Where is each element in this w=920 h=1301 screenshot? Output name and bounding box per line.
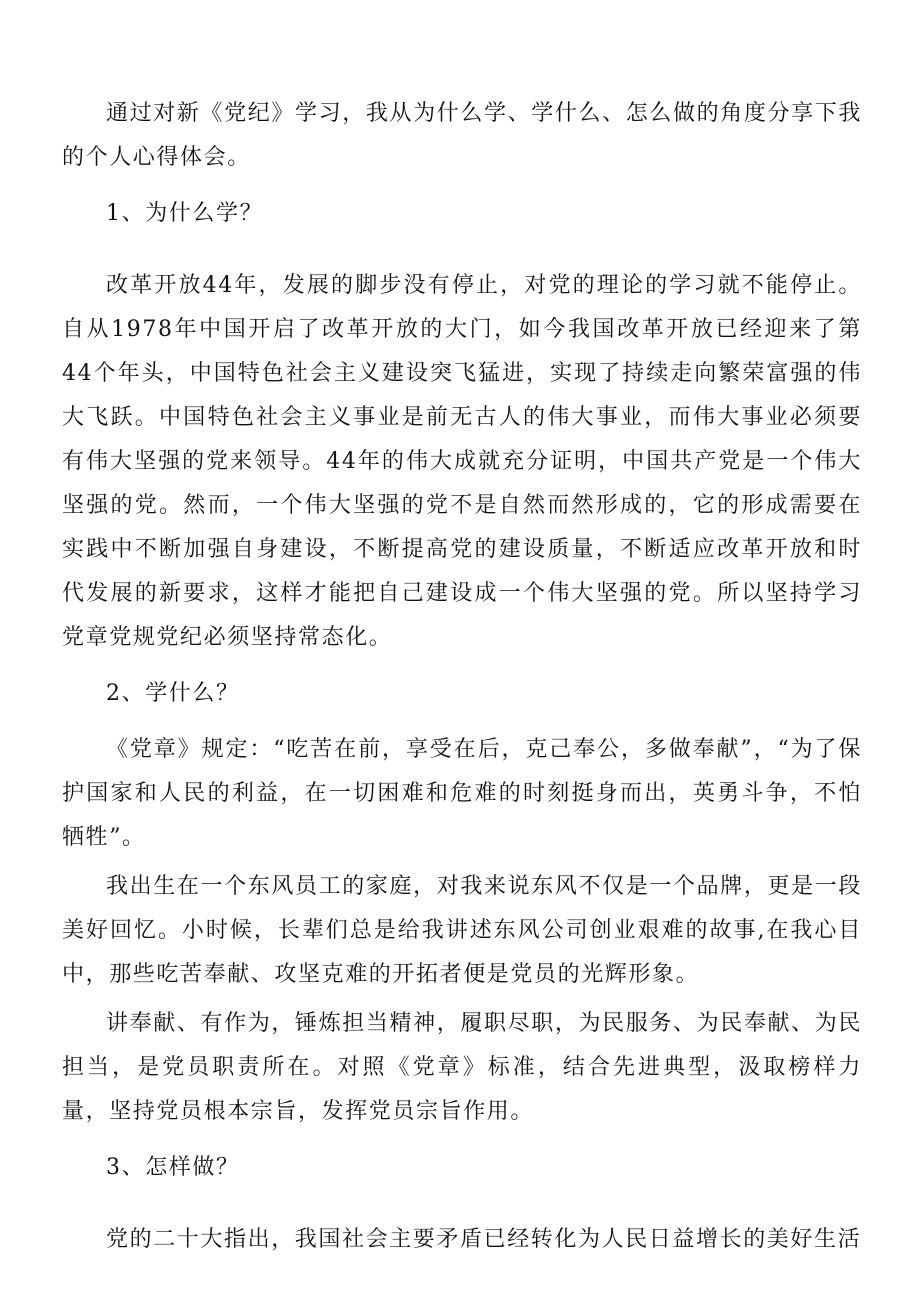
document-body [62,92,862,1262]
party-constitution-quote-paragraph: 《党章》规定：“吃苦在前，享受在后，克己奉公，多做奉献”，“为了保护国家和人民的利益，在一切困难和危难的时刻挺身而出，英勇斗争，不怕牺牲”。 [62,737,862,850]
duty-paragraph: 讲奉献、有作为，锤炼担当精神，履职尽职，为民服务、为民奉献、为民担当，是党员职责所在。对照《党章》标准，结合先进典型，汲取榜样力量，坚持党员根本宗旨，发挥党员宗旨作用。 [62,1011,862,1124]
section-heading-what: 2、学什么？ [106,681,240,706]
section-heading-why: 1、为什么学？ [106,201,264,226]
section-heading-how: 3、怎样做？ [106,1155,240,1180]
how-paragraph: 党的二十大指出，我国社会主要矛盾已经转化为人民日益增长的美好生活 [106,1227,862,1252]
why-paragraph: 改革开放44年，发展的脚步没有停止，对党的理论的学习就不能停止。自从1978年中国开启了改革开放的大门，如今我国改革开放已经迎来了第44个年头，中国特色社会主义建设突飞猛进，实现了持续走向繁荣富强的伟大飞跃。中国特色社会主义事业是前无古人的伟大事业，而伟大事业必须要有伟大坚强的党来领导。44年的伟大成就充分证明，中国共产党是一个伟大坚强的党。然而，一个伟大坚强的党不是自然而然形成的，它的形成需要在实践中不断加强自身建设，不断提高党的建设质量，不断适应改革开放和时代发展的新要求，这样才能把自己建设成一个伟大坚强的党。所以坚持学习党章党规党纪必须坚持常态化。 [62,273,862,650]
personal-story-paragraph: 我出生在一个东风员工的家庭，对我来说东风不仅是一个品牌，更是一段美好回忆。小时候，长辈们总是给我讲述东风公司创业艰难的故事,在我心目中，那些吃苦奉献、攻坚克难的开拓者便是党员的光辉形象。 [62,874,862,987]
intro-paragraph: 通过对新《党纪》学习，我从为什么学、学什么、怎么做的角度分享下我的个人心得体会。 [62,101,862,170]
